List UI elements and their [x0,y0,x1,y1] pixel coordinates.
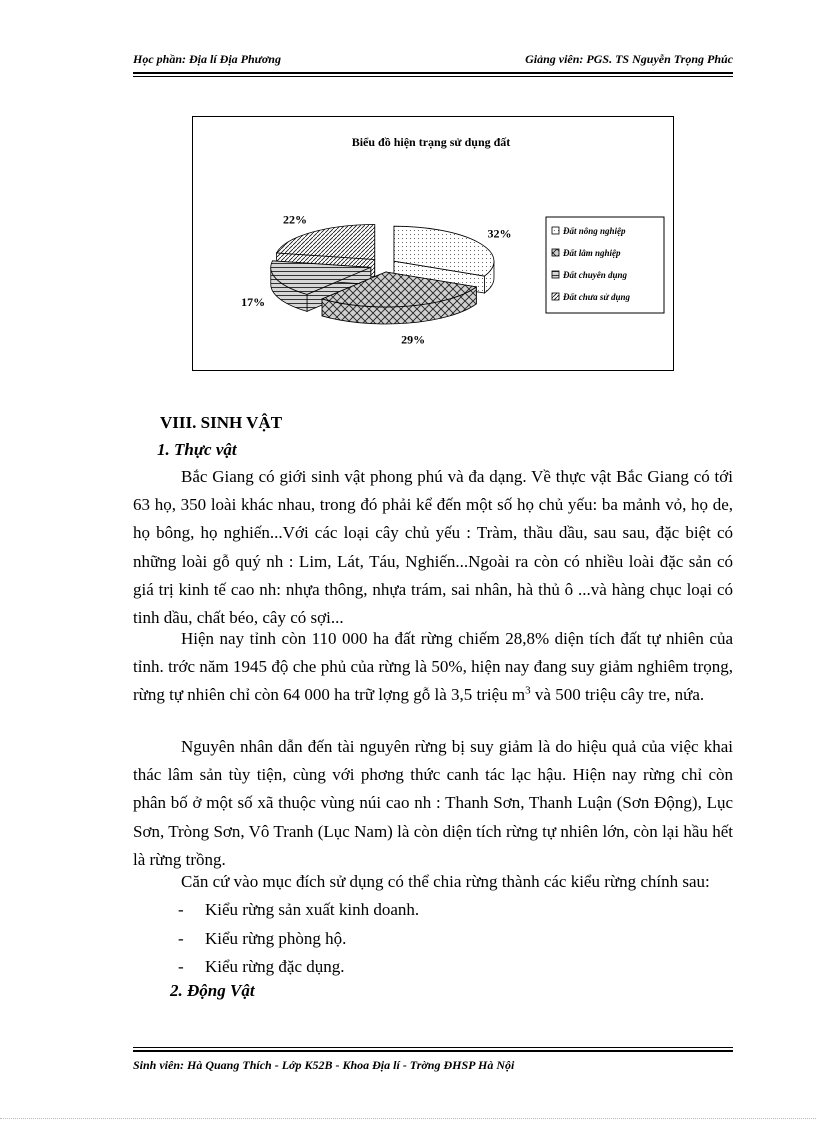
paragraph-4 [133,868,733,896]
legend-item-nong-nghiep [552,226,626,236]
paragraph-3-text: Nguyên nhân dẫn đến tài nguyên rừng bị suy giảm là do hiệu quả của việc khai thác lâm sản tùy tiện, cùng với phơng thức canh tác lạc hậu. Hiện nay rừng chỉ còn phân bố ở một số xã thuộc vùng núi cao nh : Thanh Sơn, Thanh Luận (Sơn Động), Lục Sơn, Tròng Sơn, Vô Tranh (Lục Nam) là còn diện tích rừng tự nhiên lớn, còn lại hầu hết là rừng trồng. [133,737,733,869]
chart-title: Biểu đồ hiện trạng sử dụng đất [351,135,511,149]
section-title: VIII. SINH VẬT [160,413,283,432]
legend-swatch [552,271,559,278]
paragraph-1-text: Bắc Giang có giới sinh vật phong phú và đa dạng. Về thực vật Bắc Giang có tới 63 họ, 350 loài khác nhau, trong đó phải kể đến một số họ chủ yếu: ba mảnh vỏ, họ de, họ bông, họ nghiến...Với các loại cây chủ yếu : Tràm, thầu dầu, sau sau, đặc biệt có những loài gỗ quý nh : Lim, Lát, Táu, Nghiến...Ngoài ra còn có nhiều loài đặc sản có giá trị kinh tế cao nh: nhựa thông, nhựa trám, sai nhân, hà thủ ô ...và hàng chục loại có tinh dầu, chất béo, cây có sợi... [133,467,733,628]
paragraph-3 [133,733,733,874]
legend-label: Đất nông nghiệp [563,226,626,236]
header-lecturer: Giảng viên: PGS. TS Nguyễn Trọng Phúc [525,52,733,66]
footer-rule [133,1050,733,1052]
paragraph-2 [133,625,733,710]
pie-label-nong-nghiep: 32% [487,226,512,241]
page-header [133,52,733,72]
legend-swatch [552,227,559,234]
page-footer: Sinh viên: Hà Quang Thích - Lớp K52B - Khoa Địa lí - Trờng ĐHSP Hà Nội [133,1058,515,1072]
legend-label: Đất chưa sử dụng [563,292,631,302]
paragraph-1 [133,463,733,632]
header-course: Học phần: Địa lí Địa Phương [133,52,281,66]
paragraph-4-text: Căn cứ vào mục đích sử dụng có thể chia rừng thành các kiểu rừng chính sau: [181,872,710,891]
header-rule [133,72,733,74]
land-use-chart [192,116,674,371]
subsection-fauna: 2. Động Vật [170,981,255,1000]
legend-label: Đất chuyên dụng [563,270,628,280]
legend-label: Đất lâm nghiệp [563,248,621,258]
legend-swatch [552,293,559,300]
legend-item-lam-nghiep [552,248,621,258]
pie-label-chua-su-dung: 22% [283,212,308,227]
page-edge [0,1118,816,1119]
legend-item-chuyen-dung [552,270,628,280]
subsection-flora: 1. Thực vật [157,440,237,459]
footer-rule-thin [133,1047,733,1048]
paragraph-2-text: Hiện nay tỉnh còn 110 000 ha đất rừng chiếm 28,8% diện tích đất tự nhiên của tỉnh. trớc năm 1945 độ che phủ của rừng là 50%, hiện nay đang suy giảm nghiêm trọng, rừng tự nhiên chỉ còn 64 000 ha trữ lợng gỗ là 3,5 triệu $m^3$ và 500 triệu cây tre, nứa. [133,629,733,705]
pie-label-chuyen-dung: 17% [241,294,266,309]
pie-slices [271,224,494,323]
legend-item-chua-su-dung [552,292,631,302]
header-rule-thin [133,76,733,77]
legend-swatch [552,249,559,256]
pie-label-lam-nghiep: 29% [401,332,426,347]
chart-legend [546,217,664,313]
